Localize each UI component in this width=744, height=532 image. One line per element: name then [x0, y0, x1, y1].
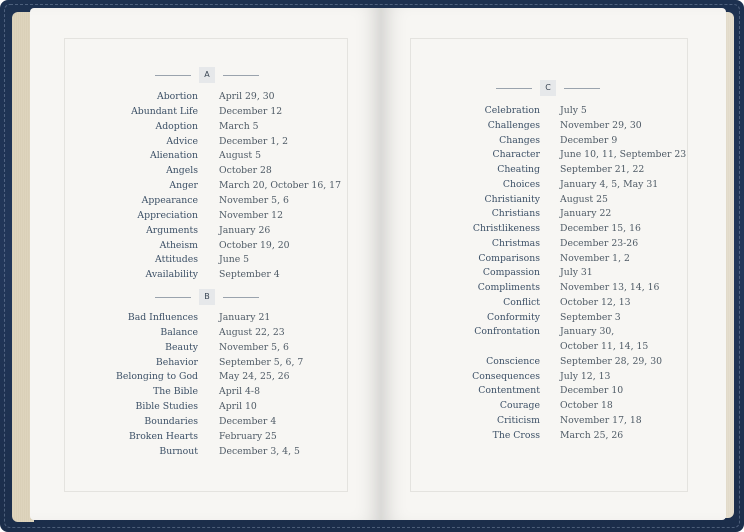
index-topic: Abortion	[156, 91, 198, 102]
index-dates: April 29, 30	[219, 91, 275, 102]
index-topic: Anger	[169, 180, 198, 192]
index-dates: November 13, 14, 16	[560, 282, 660, 293]
index-dates: July 31	[560, 267, 593, 279]
index-topic: Choices	[502, 178, 540, 190]
index-dates: October 19, 20	[219, 239, 290, 251]
index-topic: Conscience	[486, 355, 540, 367]
index-dates: December 1, 2	[219, 135, 289, 147]
index-dates: August 5	[219, 150, 262, 162]
index-dates: December 15, 16	[560, 223, 641, 234]
index-topic: Compliments	[477, 282, 540, 293]
index-dates: June 5	[219, 254, 250, 266]
index-topic: Boundaries	[144, 415, 198, 427]
index-topic: The Cross	[492, 429, 540, 441]
index-topic: Christianity	[484, 193, 540, 205]
index-dates: October 18	[560, 400, 613, 411]
index-dates: October 28	[219, 165, 272, 177]
index-dates: January 30,	[560, 326, 615, 338]
index-dates: September 5, 6, 7	[219, 356, 304, 368]
index-topic: Bad Influences	[127, 312, 198, 323]
index-dates: July 5	[560, 105, 587, 116]
divider-line	[564, 88, 600, 89]
index-dates: January 4, 5, May 31	[560, 178, 659, 190]
index-topic: Celebration	[484, 105, 540, 116]
right-page-border	[410, 38, 688, 492]
index-topic: Character	[492, 149, 540, 161]
index-dates: December 3, 4, 5	[219, 445, 300, 457]
index-dates: December 23-26	[560, 237, 639, 249]
index-topic: Christians	[491, 208, 540, 220]
divider-line	[223, 75, 259, 76]
index-topic: Balance	[160, 326, 198, 338]
index-topic: Compassion	[482, 267, 540, 279]
index-dates: January 21	[219, 312, 271, 323]
index-topic: Beauty	[165, 341, 198, 353]
index-topic: Confrontation	[474, 326, 540, 338]
index-dates: August 22, 23	[219, 326, 285, 338]
index-topic: Christlikeness	[472, 223, 540, 234]
index-topic: Criticism	[496, 414, 540, 426]
index-dates: December 9	[560, 134, 618, 146]
index-topic: Broken Hearts	[128, 430, 198, 442]
index-topic: Abundant Life	[131, 105, 198, 117]
index-topic: Attitudes	[155, 254, 198, 266]
index-dates: December 12	[219, 105, 283, 117]
index-dates: September 4	[219, 269, 280, 281]
index-dates: December 10	[560, 385, 624, 397]
index-topic: Courage	[499, 400, 540, 411]
index-topic: Comparisons	[478, 252, 540, 264]
index-dates: July 12, 13	[560, 370, 611, 382]
index-topic: Conformity	[487, 311, 540, 323]
index-topic: Angels	[166, 165, 198, 177]
index-topic: Advice	[166, 135, 198, 147]
index-topic: Christmas	[491, 237, 540, 249]
index-topic: Changes	[499, 134, 540, 146]
index-dates: April 4-8	[219, 386, 260, 398]
divider-line	[223, 297, 259, 298]
index-dates: November 29, 30	[560, 119, 642, 131]
index-topic: Cheating	[497, 164, 540, 175]
index-dates: January 26	[219, 224, 271, 236]
index-dates: September 3	[560, 311, 621, 323]
index-dates: August 25	[560, 193, 608, 205]
index-dates: October 12, 13	[560, 296, 631, 308]
index-topic: Burnout	[159, 445, 198, 457]
index-topic: Appreciation	[137, 209, 198, 221]
index-dates: November 12	[219, 209, 283, 221]
index-dates: November 5, 6	[219, 194, 289, 206]
index-dates: September 21, 22	[560, 164, 645, 175]
index-topic: Belonging to God	[116, 371, 198, 383]
index-dates: November 1, 2	[560, 252, 630, 264]
index-dates: March 25, 26	[560, 429, 624, 441]
index-dates: October 11, 14, 15	[560, 341, 649, 352]
index-topic: Availability	[145, 269, 198, 281]
section-letter-b: B	[199, 289, 215, 305]
index-dates: February 25	[219, 430, 277, 442]
index-dates: April 10	[219, 401, 257, 413]
index-dates: March 20, October 16, 17	[219, 180, 341, 192]
index-topic: Atheism	[159, 239, 198, 251]
index-dates: January 22	[560, 208, 612, 220]
index-topic: Behavior	[155, 356, 198, 368]
divider-line	[496, 88, 532, 89]
index-topic: The Bible	[153, 386, 198, 398]
index-dates: September 28, 29, 30	[560, 355, 663, 367]
left-page-border	[64, 38, 348, 492]
index-dates: March 5	[219, 120, 259, 132]
index-topic: Conflict	[503, 296, 540, 308]
section-letter-c: C	[540, 80, 556, 96]
index-topic: Contentment	[478, 385, 540, 397]
index-topic: Appearance	[141, 194, 198, 206]
section-letter-a: A	[199, 67, 215, 83]
divider-line	[155, 297, 191, 298]
index-topic: Adoption	[155, 120, 198, 132]
index-dates: November 5, 6	[219, 341, 289, 353]
index-dates: June 10, 11, September 23	[560, 149, 687, 161]
index-topic: Consequences	[472, 370, 540, 382]
index-topic: Arguments	[146, 224, 198, 236]
index-topic: Alienation	[150, 150, 198, 162]
index-topic: Bible Studies	[135, 401, 198, 413]
divider-line	[155, 75, 191, 76]
index-topic: Challenges	[487, 119, 540, 131]
index-dates: December 4	[219, 415, 277, 427]
index-dates: November 17, 18	[560, 414, 642, 426]
index-dates: May 24, 25, 26	[219, 371, 290, 383]
